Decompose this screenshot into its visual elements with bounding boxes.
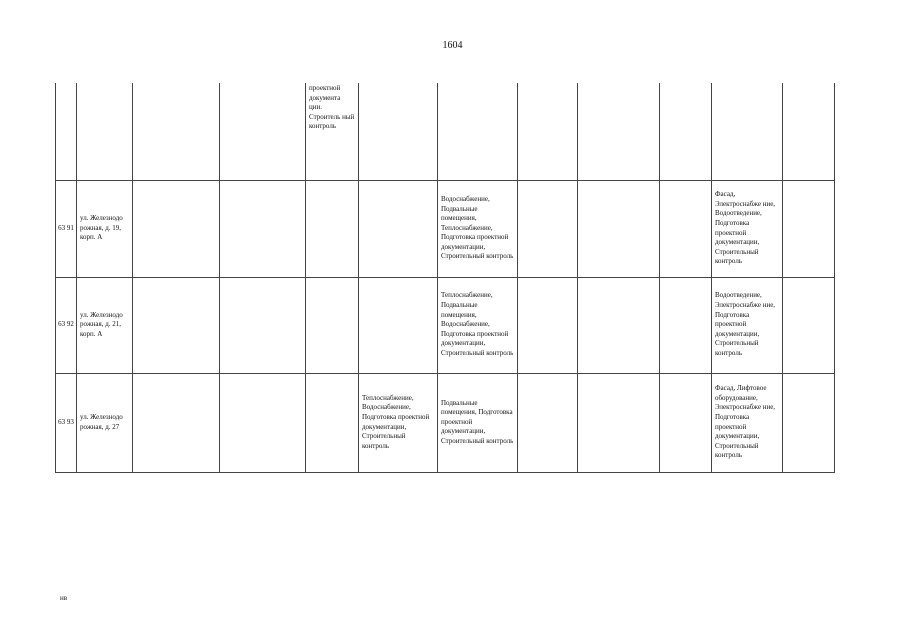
table-cell: [783, 83, 835, 180]
table-cell: [518, 83, 578, 180]
address-cell: ул. Железнодо рожная, д. 19, корп. А: [77, 180, 133, 277]
table-cell: [133, 83, 220, 180]
table-cell: [306, 180, 359, 277]
address-cell: [77, 83, 133, 180]
table-cell: [660, 277, 712, 373]
table-cell: [660, 180, 712, 277]
table-cell: [578, 180, 660, 277]
table-cell: [359, 180, 438, 277]
table-row: [56, 83, 835, 180]
table-cell: [712, 83, 783, 180]
table-cell: [578, 277, 660, 373]
table-cell: [220, 373, 306, 472]
works-cell: Водоотведение, Электроснабже ние, Подготовка проектной документации, Строительный контроль: [712, 277, 783, 373]
table-cell: [220, 83, 306, 180]
address-cell: ул. Железнодо рожная, д. 21, корп. А: [77, 277, 133, 373]
table-cell: [359, 83, 438, 180]
table-cell: [438, 83, 518, 180]
table-cell: [660, 83, 712, 180]
table-cell: [783, 180, 835, 277]
table-row: [56, 277, 835, 373]
row-number-cell: 63 93: [56, 373, 77, 472]
table-cell: [578, 373, 660, 472]
table-cell: [133, 373, 220, 472]
works-cell: проектной документа ции. Строитель ный контроль: [306, 83, 359, 180]
table-row: [56, 180, 835, 277]
table-cell: [306, 373, 359, 472]
table-cell: [518, 180, 578, 277]
table-cell: [660, 373, 712, 472]
repair-schedule-table: [55, 83, 835, 473]
works-cell: Водоснабжение, Подвальные помещения, Теплоснабжение, Подготовка проектной документации, Строительный контроль: [438, 180, 518, 277]
table-cell: [133, 180, 220, 277]
table-cell: [220, 277, 306, 373]
works-cell: Теплоснабжение, Подвальные помещения, Водоснабжение, Подготовка проектной документации, Строительный контроль: [438, 277, 518, 373]
table-cell: [578, 83, 660, 180]
page-number: 1604: [442, 40, 463, 51]
footer-mark: нв: [60, 594, 68, 602]
table-cell: [783, 277, 835, 373]
works-cell: Теплоснабжение, Водоснабжение, Подготовка проектной документации, Строительный контроль: [359, 373, 438, 472]
table-cell: [518, 373, 578, 472]
table-row: [56, 373, 835, 472]
table-cell: [518, 277, 578, 373]
row-number-cell: 63 92: [56, 277, 77, 373]
works-cell: Фасад, Лифтовое оборудование, Электроснабже ние, Подготовка проектной документации, Строительный контроль: [712, 373, 783, 472]
works-cell: Подвальные помещения, Подготовка проектной документации, Строительный контроль: [438, 373, 518, 472]
table-cell: [220, 180, 306, 277]
table-cell: [133, 277, 220, 373]
address-cell: ул. Железнодо рожная, д. 27: [77, 373, 133, 472]
table-cell: [359, 277, 438, 373]
row-number-cell: [56, 83, 77, 180]
works-cell: Фасад, Электроснабже ние, Водоотведение, Подготовка проектной документации, Строительный контроль: [712, 180, 783, 277]
row-number-cell: 63 91: [56, 180, 77, 277]
table-cell: [306, 277, 359, 373]
table-cell: [783, 373, 835, 472]
